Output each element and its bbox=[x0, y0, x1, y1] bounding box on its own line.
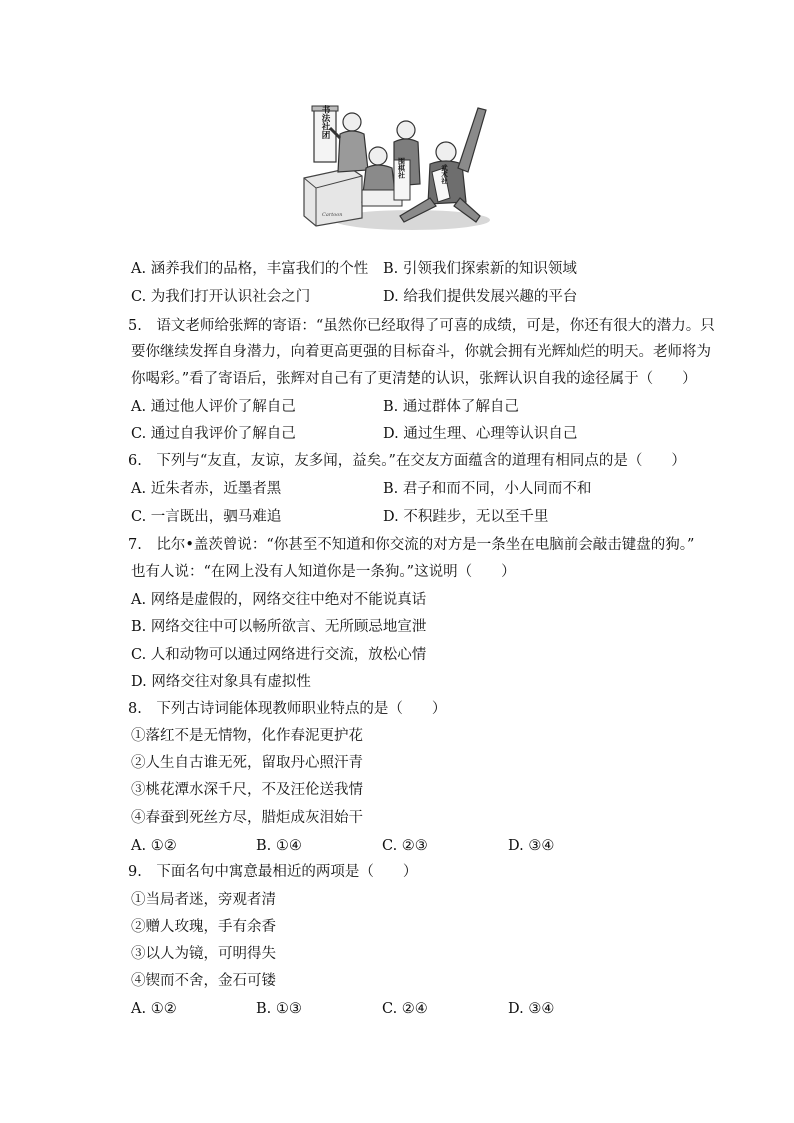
cartoon-label-go: 围棋社 bbox=[397, 157, 407, 179]
q5-option-b[interactable]: B. 通过群体了解自己 bbox=[383, 399, 519, 415]
q7-option-b[interactable]: B. 网络交往中可以畅所欲言、无所顾忌地宣泄 bbox=[131, 619, 427, 635]
q6-option-a[interactable]: A. 近朱者赤，近墨者黑 bbox=[131, 481, 282, 497]
cartoon-label-calligraphy-1: 书法社团 bbox=[320, 105, 330, 139]
q7-stem-line-2: 也有人说：“在网上没有人知道你是一条狗。”这说明（ ） bbox=[131, 564, 516, 580]
q7-option-a[interactable]: A. 网络是虚假的，网络交往中绝对不能说真话 bbox=[131, 592, 427, 608]
q8-item-3: ③桃花潭水深千尺，不及汪伦送我情 bbox=[131, 782, 363, 798]
q8-option-d[interactable]: D. ③④ bbox=[508, 838, 555, 854]
q9-option-c[interactable]: C. ②④ bbox=[382, 1001, 428, 1017]
q9-item-3: ③以人为镜，可明得失 bbox=[131, 946, 276, 962]
q8-item-4: ④春蚕到死丝方尽，腊炬成灰泪始干 bbox=[131, 810, 363, 826]
q8-option-b[interactable]: B. ①④ bbox=[256, 838, 302, 854]
q4-option-a[interactable]: A. 涵养我们的品格，丰富我们的个性 bbox=[131, 261, 369, 277]
q5-option-c[interactable]: C. 通过自我评价了解自己 bbox=[131, 426, 296, 442]
q6-stem: 6. 下列与“友直，友谅，友多闻，益矣。”在交友方面蕴含的道理有相同点的是（ ） bbox=[128, 453, 686, 469]
q9-stem: 9. 下面名句中寓意最相近的两项是（ ） bbox=[128, 864, 418, 880]
q9-option-b[interactable]: B. ①③ bbox=[256, 1001, 302, 1017]
cartoon-signature: Cartoon bbox=[322, 212, 343, 218]
q7-option-c[interactable]: C. 人和动物可以通过网络进行交流，放松心情 bbox=[131, 647, 427, 663]
q8-item-1: ①落红不是无情物，化作春泥更护花 bbox=[131, 728, 363, 744]
q5-stem-line-3: 你喝彩。”看了寄语后，张辉对自己有了更清楚的认识，张辉认识自我的途径属于（ ） bbox=[131, 371, 697, 387]
q6-option-c[interactable]: C. 一言既出，驷马难追 bbox=[131, 509, 282, 525]
cartoon-label-martial: 武术社 bbox=[440, 164, 448, 184]
club-cartoon-illustration bbox=[300, 98, 492, 232]
q9-item-4: ④锲而不舍，金石可镂 bbox=[131, 973, 276, 989]
q4-option-c[interactable]: C. 为我们打开认识社会之门 bbox=[131, 289, 311, 305]
q4-option-b[interactable]: B. 引领我们探索新的知识领域 bbox=[383, 261, 577, 277]
q8-option-c[interactable]: C. ②③ bbox=[382, 838, 428, 854]
q9-item-1: ①当局者迷，旁观者清 bbox=[131, 892, 276, 908]
q4-option-d[interactable]: D. 给我们提供发展兴趣的平台 bbox=[383, 289, 578, 305]
q8-stem: 8. 下列古诗词能体现教师职业特点的是（ ） bbox=[128, 701, 447, 717]
q9-item-2: ②赠人玫瑰，手有余香 bbox=[131, 919, 276, 935]
q7-option-d[interactable]: D. 网络交往对象具有虚拟性 bbox=[131, 674, 311, 690]
q5-stem-line-2: 要你继续发挥自身潜力，向着更高更强的目标奋斗，你就会拥有光辉灿烂的明天。老师将为 bbox=[131, 344, 711, 360]
q6-option-b[interactable]: B. 君子和而不同，小人同而不和 bbox=[383, 481, 592, 497]
q8-item-2: ②人生自古谁无死，留取丹心照汗青 bbox=[131, 755, 363, 771]
q5-option-d[interactable]: D. 通过生理、心理等认识自己 bbox=[383, 426, 578, 442]
q9-option-a[interactable]: A. ①② bbox=[131, 1001, 177, 1017]
q8-option-a[interactable]: A. ①② bbox=[131, 838, 177, 854]
q5-option-a[interactable]: A. 通过他人评价了解自己 bbox=[131, 399, 296, 415]
q6-option-d[interactable]: D. 不积跬步，无以至千里 bbox=[383, 509, 549, 525]
q9-option-d[interactable]: D. ③④ bbox=[508, 1001, 555, 1017]
q5-stem-line-1: 5. 语文老师给张辉的寄语：“虽然你已经取得了可喜的成绩，可是，你还有很大的潜力。只 bbox=[128, 318, 715, 334]
q7-stem-line-1: 7. 比尔•盖茨曾说：“你甚至不知道和你交流的对方是一条坐在电脑前会敲击键盘的狗。” bbox=[128, 537, 695, 553]
